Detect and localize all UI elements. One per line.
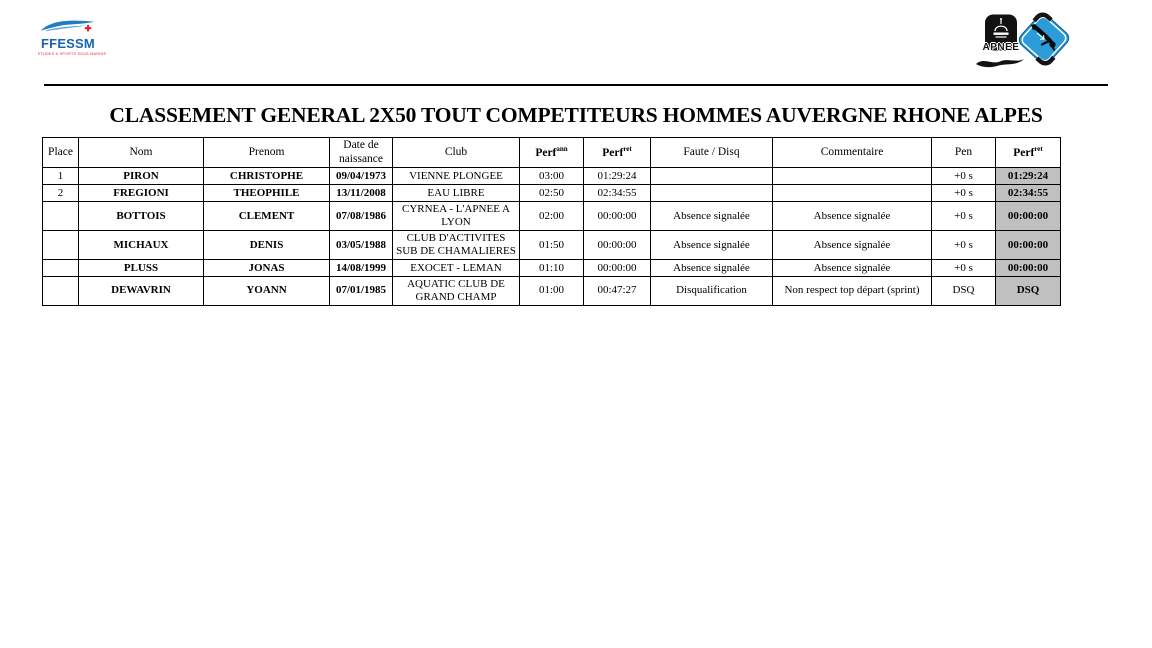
col-header-pen: Pen — [932, 138, 996, 168]
cell-club: EAU LIBRE — [393, 185, 520, 202]
cell-commentaire: Absence signalée — [773, 202, 932, 231]
cell-pen: +0 s — [932, 168, 996, 185]
cell-prenom: CHRISTOPHE — [204, 168, 330, 185]
cell-club: EXOCET - LEMAN — [393, 260, 520, 277]
cell-pen: DSQ — [932, 277, 996, 306]
diver-diamond-icon — [1018, 12, 1070, 66]
cell-perf-final: 01:29:24 — [996, 168, 1061, 185]
cell-pen: +0 s — [932, 260, 996, 277]
cell-place: 2 — [43, 185, 79, 202]
col-header-perf-final: Perf$^{ret}$ — [996, 138, 1061, 168]
diver-diamond-logo — [1018, 12, 1070, 66]
cell-prenom: YOANN — [204, 277, 330, 306]
cell-faute-disq — [651, 185, 773, 202]
page-title: CLASSEMENT GENERAL 2X50 TOUT COMPETITEURS HOMMES AUVERGNE RHONE ALPES — [109, 103, 1043, 127]
cell-commentaire — [773, 168, 932, 185]
cell-perf-final: DSQ — [996, 277, 1061, 306]
cell-commentaire — [773, 185, 932, 202]
apnee-label: APNEE — [982, 42, 1020, 53]
cell-date-naissance: 13/11/2008 — [330, 185, 393, 202]
cell-prenom: CLEMENT — [204, 202, 330, 231]
cell-faute-disq: Absence signalée — [651, 231, 773, 260]
cell-perf-final: 02:34:55 — [996, 185, 1061, 202]
cell-prenom: DENIS — [204, 231, 330, 260]
cell-club: CLUB D'ACTIVITES SUB DE CHAMALIERES — [393, 231, 520, 260]
cell-nom: MICHAUX — [79, 231, 204, 260]
cell-perf-ann: 02:00 — [520, 202, 584, 231]
cell-club: AQUATIC CLUB DE GRAND CHAMP — [393, 277, 520, 306]
cell-nom: FREGIONI — [79, 185, 204, 202]
cell-perf-ann: 01:00 — [520, 277, 584, 306]
col-header-faute-disq: Faute / Disq — [651, 138, 773, 168]
cell-perf-final: 00:00:00 — [996, 260, 1061, 277]
cell-prenom: THEOPHILE — [204, 185, 330, 202]
cell-place — [43, 202, 79, 231]
ffessm-wordmark: FFESSM — [41, 36, 95, 51]
cell-pen: +0 s — [932, 185, 996, 202]
table-row — [43, 277, 1061, 306]
cell-perf-ann: 01:10 — [520, 260, 584, 277]
table-row — [43, 231, 1061, 260]
table-row — [43, 202, 1061, 231]
cell-faute-disq: Absence signalée — [651, 260, 773, 277]
table-header-row — [43, 138, 1061, 168]
cell-faute-disq: Disqualification — [651, 277, 773, 306]
cell-place — [43, 277, 79, 306]
col-header-place: Place — [43, 138, 79, 168]
cell-perf-final: 00:00:00 — [996, 202, 1061, 231]
cell-perf-ann: 02:50 — [520, 185, 584, 202]
cell-pen: +0 s — [932, 202, 996, 231]
ffessm-tagline: ETUDES & SPORTS SOUS-MARINS — [38, 52, 107, 56]
cell-perf-ret: 00:00:00 — [584, 231, 651, 260]
col-header-prenom: Prenom — [204, 138, 330, 168]
cell-nom: PIRON — [79, 168, 204, 185]
col-header-perf-ann: Perf$^{ann}$ — [520, 138, 584, 168]
cell-commentaire: Non respect top départ (sprint) — [773, 277, 932, 306]
table-row — [43, 185, 1061, 202]
cell-pen: +0 s — [932, 231, 996, 260]
cell-nom: PLUSS — [79, 260, 204, 277]
cell-prenom: JONAS — [204, 260, 330, 277]
results-table — [42, 137, 1061, 306]
cell-date-naissance: 14/08/1999 — [330, 260, 393, 277]
cell-date-naissance: 07/08/1986 — [330, 202, 393, 231]
cell-date-naissance: 07/01/1985 — [330, 277, 393, 306]
table-row — [43, 168, 1061, 185]
ffessm-logo — [38, 18, 107, 56]
cell-date-naissance: 09/04/1973 — [330, 168, 393, 185]
col-header-perf-ret: Perf$^{ret}$ — [584, 138, 651, 168]
cell-perf-ret: 01:29:24 — [584, 168, 651, 185]
table-row — [43, 260, 1061, 277]
cell-club: VIENNE PLONGEE — [393, 168, 520, 185]
cell-faute-disq — [651, 168, 773, 185]
cell-perf-ret: 02:34:55 — [584, 185, 651, 202]
cell-perf-final: 00:00:00 — [996, 231, 1061, 260]
cell-perf-ret: 00:00:00 — [584, 202, 651, 231]
ffessm-wave-icon — [40, 18, 96, 34]
cell-place: 1 — [43, 168, 79, 185]
apnee-wave-icon — [976, 56, 1024, 68]
col-header-commentaire: Commentaire — [773, 138, 932, 168]
cell-perf-ret: 00:00:00 — [584, 260, 651, 277]
cell-nom: DEWAVRIN — [79, 277, 204, 306]
cell-perf-ann: 03:00 — [520, 168, 584, 185]
col-header-date-naissance: Date de naissance — [330, 138, 393, 168]
cell-perf-ann: 01:50 — [520, 231, 584, 260]
cell-place — [43, 260, 79, 277]
cell-date-naissance: 03/05/1988 — [330, 231, 393, 260]
cell-commentaire: Absence signalée — [773, 260, 932, 277]
cell-place — [43, 231, 79, 260]
col-header-club: Club — [393, 138, 520, 168]
cell-nom: BOTTOIS — [79, 202, 204, 231]
header-divider — [44, 84, 1108, 86]
cell-faute-disq: Absence signalée — [651, 202, 773, 231]
col-header-nom: Nom — [79, 138, 204, 168]
cell-commentaire: Absence signalée — [773, 231, 932, 260]
cell-club: CYRNEA - L'APNEE A LYON — [393, 202, 520, 231]
cell-perf-ret: 00:47:27 — [584, 277, 651, 306]
